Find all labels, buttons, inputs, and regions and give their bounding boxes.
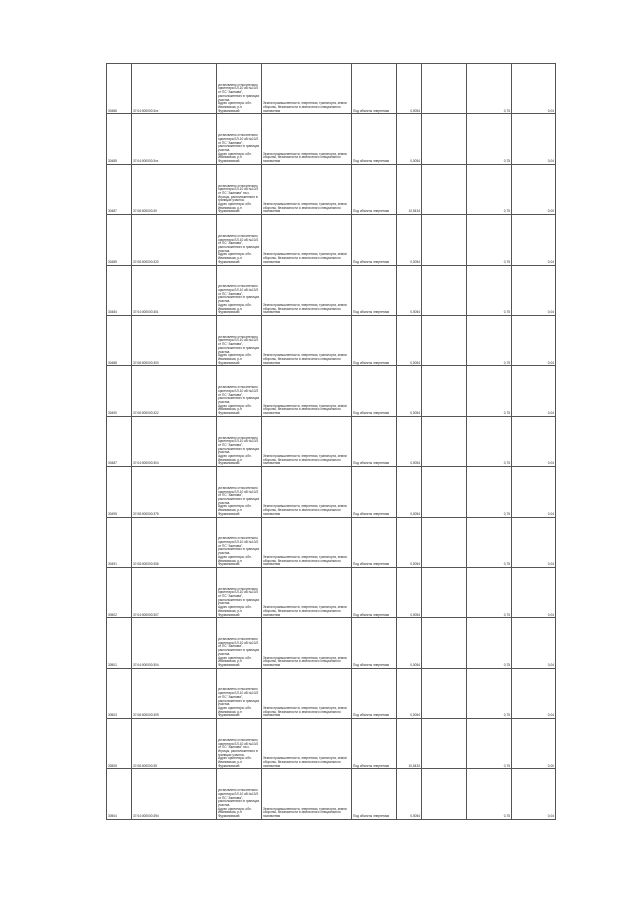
permitted-use-cell: Под объекты энергетики xyxy=(352,769,397,819)
area-cell: 0,0054 xyxy=(397,64,422,114)
rate-cell: 0,75 xyxy=(467,114,512,164)
table-row xyxy=(107,265,556,315)
permitted-use-cell: Под объекты энергетики xyxy=(352,668,397,718)
land-category-cell: Земли промышленности, энергетики, транспорта, земли обороны, безопасности и земли иного специального назначения xyxy=(262,719,352,769)
location-description-cell: установлено относительно ориентира БЛ-10 кВ №10/2 от ПС "Акинова", расположенного в границах участка. Адрес ориентира: обл. Ивановская, р-н Фурмановский xyxy=(217,618,262,668)
row-id-cell: 30495 xyxy=(107,467,132,517)
area-cell: 10,5434 xyxy=(397,719,422,769)
rate-cell: 0,75 xyxy=(467,668,512,718)
table-row xyxy=(107,467,556,517)
area-cell: 0,0054 xyxy=(397,265,422,315)
cadastral-number-cell: 37:08:000000:30 xyxy=(132,164,217,214)
land-category-cell: Земли промышленности, энергетики, транспорта, земли обороны, безопасности и земли иного специального назначения xyxy=(262,64,352,114)
rate-cell: 0,75 xyxy=(467,265,512,315)
land-category-cell: Земли промышленности, энергетики, транспорта, земли обороны, безопасности и земли иного специального назначения xyxy=(262,315,352,365)
permitted-use-cell: Под объекты энергетики xyxy=(352,567,397,617)
permitted-use-cell: Под объекты энергетики xyxy=(352,366,397,416)
row-id-cell: 30505 xyxy=(107,719,132,769)
sum-cell: 0,04 xyxy=(512,618,556,668)
sum-cell: 0,04 xyxy=(512,668,556,718)
permitted-use-cell: Под объекты энергетики xyxy=(352,618,397,668)
rate-cell: 0,75 xyxy=(467,366,512,416)
table-row xyxy=(107,215,556,265)
area-cell: 0,0054 xyxy=(397,668,422,718)
sum-cell: 0,00 xyxy=(512,164,556,214)
empty-cell xyxy=(422,567,467,617)
land-category-cell: Земли промышленности, энергетики, транспорта, земли обороны, безопасности и земли иного специального назначения xyxy=(262,114,352,164)
land-plot-table xyxy=(106,63,556,820)
empty-cell xyxy=(422,719,467,769)
land-category-cell: Земли промышленности, энергетики, транспорта, земли обороны, безопасности и земли иного специального назначения xyxy=(262,668,352,718)
location-description-cell: установлено относительно ориентира БЛ-10 кВ №10/2 от ПС "Акинова" на с. Игрицы, расположенного в границах участка. Адрес ориентира: обл. Ивановская, р-н Фурмановский xyxy=(217,164,262,214)
row-id-cell: 30490 xyxy=(107,366,132,416)
table-row xyxy=(107,618,556,668)
land-category-cell: Земли промышленности, энергетики, транспорта, земли обороны, безопасности и земли иного специального назначения xyxy=(262,467,352,517)
empty-cell xyxy=(422,114,467,164)
table-row xyxy=(107,517,556,567)
sum-cell: 0,04 xyxy=(512,265,556,315)
rate-cell: 0,75 xyxy=(467,567,512,617)
sum-cell: 0,04 xyxy=(512,215,556,265)
cadastral-number-cell: 37:04:000000:307 xyxy=(132,567,217,617)
permitted-use-cell: Под объекты энергетики xyxy=(352,467,397,517)
location-description-cell: установлено относительно ориентира БЛ-10 кВ №10/2 от ПС "Акинова", расположенного в границах участка. Адрес ориентира: обл. Ивановская, р-н Фурмановский xyxy=(217,769,262,819)
row-id-cell: 30484 xyxy=(107,265,132,315)
area-cell: 0,0054 xyxy=(397,114,422,164)
area-cell: 0,0054 xyxy=(397,215,422,265)
cadastral-number-cell: 37:04:000000:3xx xyxy=(132,64,217,114)
sum-cell: 0,04 xyxy=(512,64,556,114)
location-description-cell: установлено относительно ориентира БЛ-10 кВ №10/2 от ПС "Акинова", расположенного в границах участка. Адрес ориентира: обл. Ивановская, р-н Фурмановский xyxy=(217,315,262,365)
area-cell: 0,0054 xyxy=(397,769,422,819)
table-row xyxy=(107,719,556,769)
table-row xyxy=(107,114,556,164)
permitted-use-cell: Под объекты энергетики xyxy=(352,517,397,567)
cadastral-number-cell: 37:04:000000:304 xyxy=(132,618,217,668)
table-row xyxy=(107,315,556,365)
permitted-use-cell: Под объекты энергетики xyxy=(352,265,397,315)
empty-cell xyxy=(422,315,467,365)
land-plot-table-page xyxy=(106,63,555,820)
row-id-cell: 30488 xyxy=(107,315,132,365)
location-description-cell: установлено относительно ориентира БЛ-10 кВ №10/2 от ПС "Акинова", расположенного в границах участка. Адрес ориентира: обл. Ивановская, р-н Фурмановский xyxy=(217,64,262,114)
area-cell: 10,5434 xyxy=(397,164,422,214)
land-category-cell: Земли промышленности, энергетики, транспорта, земли обороны, безопасности и земли иного специального назначения xyxy=(262,567,352,617)
empty-cell xyxy=(422,668,467,718)
row-id-cell: 30485 xyxy=(107,114,132,164)
table-row xyxy=(107,416,556,466)
sum-cell: 0,04 xyxy=(512,769,556,819)
area-cell: 0,0054 xyxy=(397,366,422,416)
land-category-cell: Земли промышленности, энергетики, транспорта, земли обороны, безопасности и земли иного специального назначения xyxy=(262,265,352,315)
sum-cell: 0,04 xyxy=(512,315,556,365)
row-id-cell: 30487 xyxy=(107,416,132,466)
row-id-cell: 30502 xyxy=(107,567,132,617)
area-cell: 0,0054 xyxy=(397,618,422,668)
table-row xyxy=(107,164,556,214)
sum-cell: 0,04 xyxy=(512,467,556,517)
location-description-cell: установлено относительно ориентира БЛ-10 кВ №10/2 от ПС "Акинова", расположенного в границах участка. Адрес ориентира: обл. Ивановская, р-н Фурмановский xyxy=(217,467,262,517)
cadastral-number-cell: 37:08:000000:309 xyxy=(132,668,217,718)
cadastral-number-cell: 37:04:000000:304 xyxy=(132,416,217,466)
table-row xyxy=(107,64,556,114)
empty-cell xyxy=(422,64,467,114)
table-row xyxy=(107,769,556,819)
cadastral-number-cell: 37:04:000000:3xx xyxy=(132,114,217,164)
location-description-cell: установлено относительно ориентира БЛ-10 кВ №10/2 от ПС "Акинова", расположенного в границах участка. Адрес ориентира: обл. Ивановская, р-н Фурмановский xyxy=(217,215,262,265)
row-id-cell: 30487 xyxy=(107,164,132,214)
area-cell: 0,0054 xyxy=(397,517,422,567)
sum-cell: 0,04 xyxy=(512,517,556,567)
rate-cell: 0,75 xyxy=(467,215,512,265)
area-cell: 0,0054 xyxy=(397,567,422,617)
rate-cell: 0,75 xyxy=(467,467,512,517)
cadastral-number-cell: 37:08:000000:35 xyxy=(132,719,217,769)
land-category-cell: Земли промышленности, энергетики, транспорта, земли обороны, безопасности и земли иного специального назначения xyxy=(262,366,352,416)
empty-cell xyxy=(422,215,467,265)
permitted-use-cell: Под объекты энергетики xyxy=(352,64,397,114)
location-description-cell: установлено относительно ориентира БЛ-10 кВ №10/2 от ПС "Акинова", расположенного в границах участка. Адрес ориентира: обл. Ивановская, р-н Фурмановский xyxy=(217,416,262,466)
rate-cell: 0,75 xyxy=(467,769,512,819)
rate-cell: 0,75 xyxy=(467,719,512,769)
land-category-cell: Земли промышленности, энергетики, транспорта, земли обороны, безопасности и земли иного специального назначения xyxy=(262,164,352,214)
sum-cell: 0,04 xyxy=(512,567,556,617)
area-cell: 0,0054 xyxy=(397,467,422,517)
location-description-cell: установлено относительно ориентира БЛ-10 кВ №10/2 от ПС "Акинова", расположенного в границах участка. Адрес ориентира: обл. Ивановская, р-н Фурмановский xyxy=(217,265,262,315)
rate-cell: 0,75 xyxy=(467,64,512,114)
land-category-cell: Земли промышленности, энергетики, транспорта, земли обороны, безопасности и земли иного специального назначения xyxy=(262,769,352,819)
cadastral-number-cell: 37:08:000000:320 xyxy=(132,215,217,265)
cadastral-number-cell: 37:08:000000:375 xyxy=(132,467,217,517)
empty-cell xyxy=(422,467,467,517)
empty-cell xyxy=(422,618,467,668)
table-row xyxy=(107,668,556,718)
permitted-use-cell: Под объекты энергетики xyxy=(352,215,397,265)
table-row xyxy=(107,366,556,416)
sum-cell: 0,04 xyxy=(512,366,556,416)
row-id-cell: 30501 xyxy=(107,618,132,668)
empty-cell xyxy=(422,517,467,567)
cadastral-number-cell: 37:08:000000:306 xyxy=(132,517,217,567)
row-id-cell: 30486 xyxy=(107,64,132,114)
land-category-cell: Земли промышленности, энергетики, транспорта, земли обороны, безопасности и земли иного специального назначения xyxy=(262,517,352,567)
permitted-use-cell: Под объекты энергетики xyxy=(352,114,397,164)
permitted-use-cell: Под объекты энергетики xyxy=(352,164,397,214)
land-category-cell: Земли промышленности, энергетики, транспорта, земли обороны, безопасности и земли иного специального назначения xyxy=(262,618,352,668)
land-category-cell: Земли промышленности, энергетики, транспорта, земли обороны, безопасности и земли иного специального назначения xyxy=(262,215,352,265)
permitted-use-cell: Под объекты энергетики xyxy=(352,416,397,466)
empty-cell xyxy=(422,265,467,315)
empty-cell xyxy=(422,164,467,214)
location-description-cell: установлено относительно ориентира БЛ-10 кВ №10/2 от ПС "Акинова", расположенного в границах участка. Адрес ориентира: обл. Ивановская, р-н Фурмановский xyxy=(217,567,262,617)
table-body xyxy=(107,64,556,820)
location-description-cell: установлено относительно ориентира БЛ-10 кВ №10/2 от ПС "Акинова" на с. Игрицы, расположенного в границах участка. Адрес ориентира: обл. Ивановская, р-н Фурмановский xyxy=(217,719,262,769)
location-description-cell: установлено относительно ориентира БЛ-10 кВ №10/2 от ПС "Акинова", расположенного в границах участка. Адрес ориентира: обл. Ивановская, р-н Фурмановский xyxy=(217,114,262,164)
rate-cell: 0,75 xyxy=(467,416,512,466)
empty-cell xyxy=(422,416,467,466)
cadastral-number-cell: 37:08:000000:300 xyxy=(132,315,217,365)
sum-cell: 0,00 xyxy=(512,719,556,769)
cadastral-number-cell: 37:04:000000:301 xyxy=(132,265,217,315)
cadastral-number-cell: 37:08:000000:322 xyxy=(132,366,217,416)
permitted-use-cell: Под объекты энергетики xyxy=(352,315,397,365)
row-id-cell: 30504 xyxy=(107,769,132,819)
empty-cell xyxy=(422,769,467,819)
row-id-cell: 30503 xyxy=(107,668,132,718)
rate-cell: 0,75 xyxy=(467,618,512,668)
row-id-cell: 30491 xyxy=(107,517,132,567)
cadastral-number-cell: 37:04:000000:394 xyxy=(132,769,217,819)
table-row xyxy=(107,567,556,617)
area-cell: 0,0054 xyxy=(397,416,422,466)
rate-cell: 0,75 xyxy=(467,315,512,365)
sum-cell: 0,04 xyxy=(512,114,556,164)
location-description-cell: установлено относительно ориентира БЛ-10 кВ №10/2 от ПС "Акинова", расположенного в границах участка. Адрес ориентира: обл. Ивановская, р-н Фурмановский xyxy=(217,668,262,718)
location-description-cell: установлено относительно ориентира БЛ-10 кВ №10/2 от ПС "Акинова", расположенного в границах участка. Адрес ориентира: обл. Ивановская, р-н Фурмановский xyxy=(217,366,262,416)
sum-cell: 0,04 xyxy=(512,416,556,466)
location-description-cell: установлено относительно ориентира БЛ-10 кВ №10/2 от ПС "Акинова", расположенного в границах участка. Адрес ориентира: обл. Ивановская, р-н Фурмановский xyxy=(217,517,262,567)
rate-cell: 0,75 xyxy=(467,164,512,214)
row-id-cell: 30489 xyxy=(107,215,132,265)
permitted-use-cell: Под объекты энергетики xyxy=(352,719,397,769)
empty-cell xyxy=(422,366,467,416)
rate-cell: 0,75 xyxy=(467,517,512,567)
land-category-cell: Земли промышленности, энергетики, транспорта, земли обороны, безопасности и земли иного специального назначения xyxy=(262,416,352,466)
area-cell: 0,0054 xyxy=(397,315,422,365)
